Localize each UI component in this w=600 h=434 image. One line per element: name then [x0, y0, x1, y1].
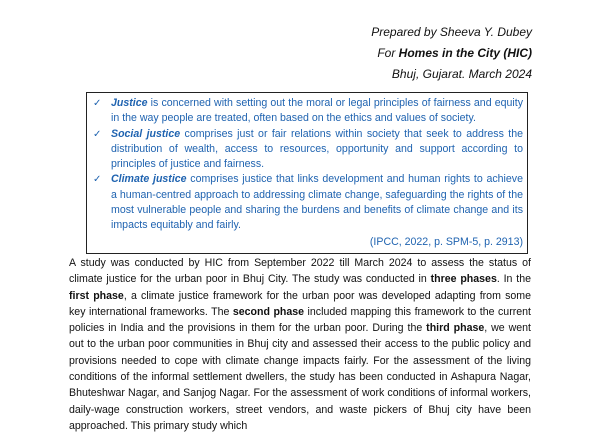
definition-justice: [93, 96, 523, 127]
body-paragraph: [69, 255, 531, 434]
definition-term: Justice: [111, 97, 148, 109]
prepared-by-line: Prepared by Sheeva Y. Dubey: [371, 25, 532, 39]
emphasis-three-phases: three phases: [430, 273, 497, 286]
organization-line: [371, 43, 532, 64]
emphasis-first-phase: first phase: [69, 289, 124, 302]
body-text: , we went out to the urban poor communities in Bhuj city and assessed their access to the public policy and provisions needed to cope with climate change impacts fairly. For the assessment of the living conditions of the informal settlement dwellers, the study has been conducted in Ashapura Nagar, Bhuteshwar Nagar, and Sanjog Nagar. For the assessment of work conditions of informal workers, daily-wage construction workers, street vendors, and waste pickers of Bhuj city have been approached. This primary study which: [69, 322, 531, 432]
checkmark-icon: ✓: [93, 174, 102, 186]
definition-climate-justice: [93, 172, 523, 233]
definition-text: is concerned with setting out the moral or legal principles of fairness and equity in the way people are treated, often based on the ethics and values of society.: [111, 97, 523, 125]
body-text: . In the: [496, 273, 531, 286]
emphasis-second-phase: second phase: [232, 305, 305, 318]
body-text: A study was conducted by HIC from September 2022 till March 2024 to assess the status of climate justice for the urban poor in Bhuj City. The study was conducted in: [69, 257, 531, 286]
organization-name: Homes in the City (HIC): [398, 46, 532, 60]
emphasis-third-phase: third phase: [426, 322, 485, 335]
definition-text: comprises just or fair relations within society that seek to address the distribution of wealth, access to resources, opportunity and support according to principles of justice and fairness.: [111, 127, 523, 171]
checkmark-icon: ✓: [93, 128, 102, 140]
place-date-line: Bhuj, Gujarat. March 2024: [391, 67, 532, 81]
document-credits: [371, 22, 532, 85]
definition-term: Social justice: [111, 127, 181, 140]
body-text: included mapping this framework to the current policies in India and the provisions in them for the urban poor. During the: [69, 305, 531, 335]
checkmark-icon: ✓: [93, 98, 102, 109]
citation: (IPCC, 2022, p. SPM-5, p. 2913): [369, 235, 523, 248]
definition-text: comprises justice that links development and human rights to achieve a human-centred approach to addressing climate change, safeguarding the rights of the most vulnerable people and sharing the burdens and benefits of climate change and its impacts equitably and fairly.: [111, 173, 523, 232]
definitions-box: [86, 92, 528, 254]
for-prefix: For: [377, 46, 396, 60]
definition-term: Climate justice: [111, 173, 187, 186]
body-text: , a climate justice framework for the urban poor was developed adapting from some key international frameworks. The: [69, 289, 531, 318]
definition-social-justice: [93, 127, 523, 173]
